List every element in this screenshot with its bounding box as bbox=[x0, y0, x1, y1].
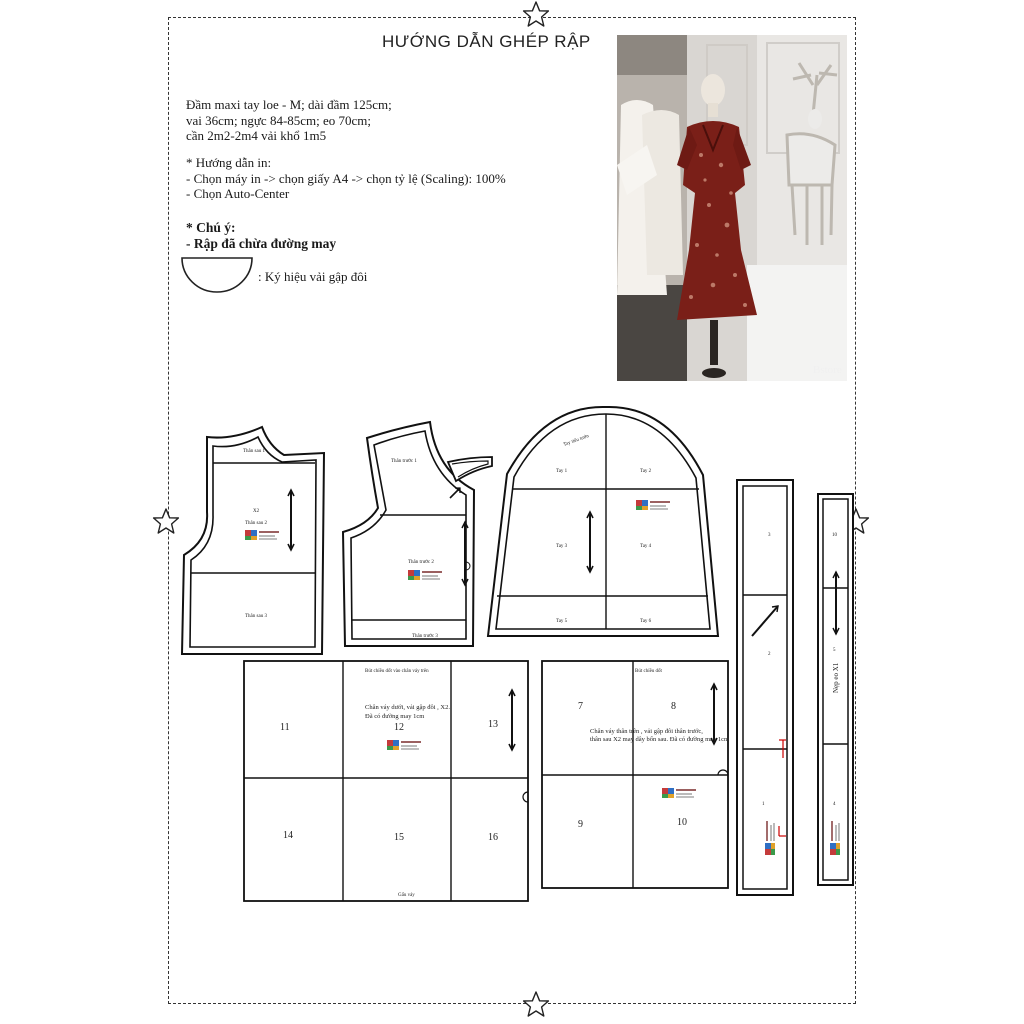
back-label-3: Thân sau 3 bbox=[245, 614, 267, 619]
star-mark-bottom bbox=[524, 992, 549, 1016]
pattern-piece-strip-1 bbox=[737, 480, 793, 895]
skirt-cell-13: 13 bbox=[488, 719, 498, 730]
print-instructions bbox=[186, 155, 506, 202]
sleeve-label-2: Tay 2 bbox=[640, 469, 652, 474]
skirt-cell-14: 14 bbox=[283, 830, 293, 841]
pattern-piece-back-bodice bbox=[182, 427, 324, 654]
note-block bbox=[186, 220, 336, 252]
skirt-back-note-2: Đã có đường may 1cm bbox=[365, 713, 425, 720]
fold-legend-text: : Ký hiệu vải gập đôi bbox=[258, 269, 368, 284]
skirt-front-note-2: thân sau X2 may dây bốn sau. Đã có đường may 1cm bbox=[590, 736, 730, 743]
strip2-name: Nẹp eo X1 bbox=[832, 662, 840, 693]
skirt-cell-8: 8 bbox=[671, 701, 676, 712]
sleeve-top-label: Tay tiểu tướn bbox=[562, 434, 590, 448]
pattern-piece-skirt-back bbox=[244, 661, 528, 901]
pattern-piece-front-bodice bbox=[343, 422, 474, 646]
skirt-back-bottom-label: Gấu váy bbox=[398, 893, 415, 898]
note-text: - Rập đã chừa đường may bbox=[186, 236, 337, 251]
page-title: HƯỚNG DẪN GHÉP RẬP bbox=[382, 32, 591, 51]
skirt-front-note-1: Chân váy thân trên , vải gập đôi thân trước, bbox=[590, 728, 703, 735]
strip2-label-10: 10 bbox=[832, 533, 837, 538]
dress-description bbox=[186, 97, 606, 144]
sleeve-label-1: Tay 1 bbox=[556, 469, 568, 474]
sleeve-label-6: Tay 6 bbox=[640, 619, 652, 624]
star-mark-top bbox=[524, 2, 549, 26]
dress-photo bbox=[617, 35, 847, 381]
strip1-label-2: 2 bbox=[768, 652, 771, 657]
sleeve-label-4: Tay 4 bbox=[640, 544, 652, 549]
photo-watermark: Bstore bbox=[813, 364, 842, 376]
front-label-1: Thân trước 1 bbox=[391, 459, 417, 464]
skirt-front-top-label: Bút chiều dốt bbox=[635, 669, 662, 674]
skirt-cell-16: 16 bbox=[488, 832, 498, 843]
skirt-cell-9: 9 bbox=[578, 819, 583, 830]
front-label-2: Thân trước 2 bbox=[408, 560, 434, 565]
back-label-1: Thân sau 1 bbox=[243, 449, 265, 454]
description-line: Đầm maxi tay loe - M; dài đầm 125cm; bbox=[186, 97, 392, 112]
skirt-back-note-1: Chân váy dưới, vải gập đôi , X2. bbox=[365, 704, 450, 711]
skirt-back-top-label: Bút chiều dốt vào chân váy trên bbox=[365, 669, 429, 674]
pattern-piece-strip-2 bbox=[818, 494, 853, 885]
front-label-3: Thân trước 3 bbox=[412, 634, 438, 639]
star-mark-left bbox=[154, 509, 179, 533]
skirt-cell-11: 11 bbox=[280, 722, 290, 733]
print-step: - Chọn máy in -> chọn giấy A4 -> chọn tỷ lệ (Scaling): 100% bbox=[186, 170, 506, 186]
sleeve-label-5: Tay 5 bbox=[556, 619, 568, 624]
fold-symbol-icon bbox=[182, 258, 252, 292]
skirt-cell-7: 7 bbox=[578, 701, 583, 712]
strip1-label-3: 3 bbox=[768, 533, 771, 538]
note-heading: * Chú ý: bbox=[186, 220, 236, 235]
strip1-label-1: 1 bbox=[762, 802, 765, 807]
back-label-2: Thân sau 2 bbox=[245, 521, 267, 526]
back-x2-label: X2 bbox=[253, 509, 260, 514]
print-step: - Chọn Auto-Center bbox=[186, 186, 290, 201]
sleeve-label-3: Tay 3 bbox=[556, 544, 568, 549]
strip2-label-5: 5 bbox=[833, 648, 836, 653]
description-line: cần 2m2-2m4 vải khổ 1m5 bbox=[186, 128, 327, 143]
skirt-cell-15: 15 bbox=[394, 832, 404, 843]
skirt-cell-12: 12 bbox=[394, 722, 404, 733]
print-heading: * Hướng dẫn in: bbox=[186, 155, 272, 170]
pattern-piece-sleeve bbox=[488, 407, 718, 636]
pattern-piece-skirt-front bbox=[542, 661, 729, 888]
description-line: vai 36cm; ngực 84-85cm; eo 70cm; bbox=[186, 112, 372, 128]
skirt-cell-10: 10 bbox=[677, 817, 687, 828]
pattern-piece-collar bbox=[448, 457, 492, 481]
strip2-label-4: 4 bbox=[833, 802, 836, 807]
